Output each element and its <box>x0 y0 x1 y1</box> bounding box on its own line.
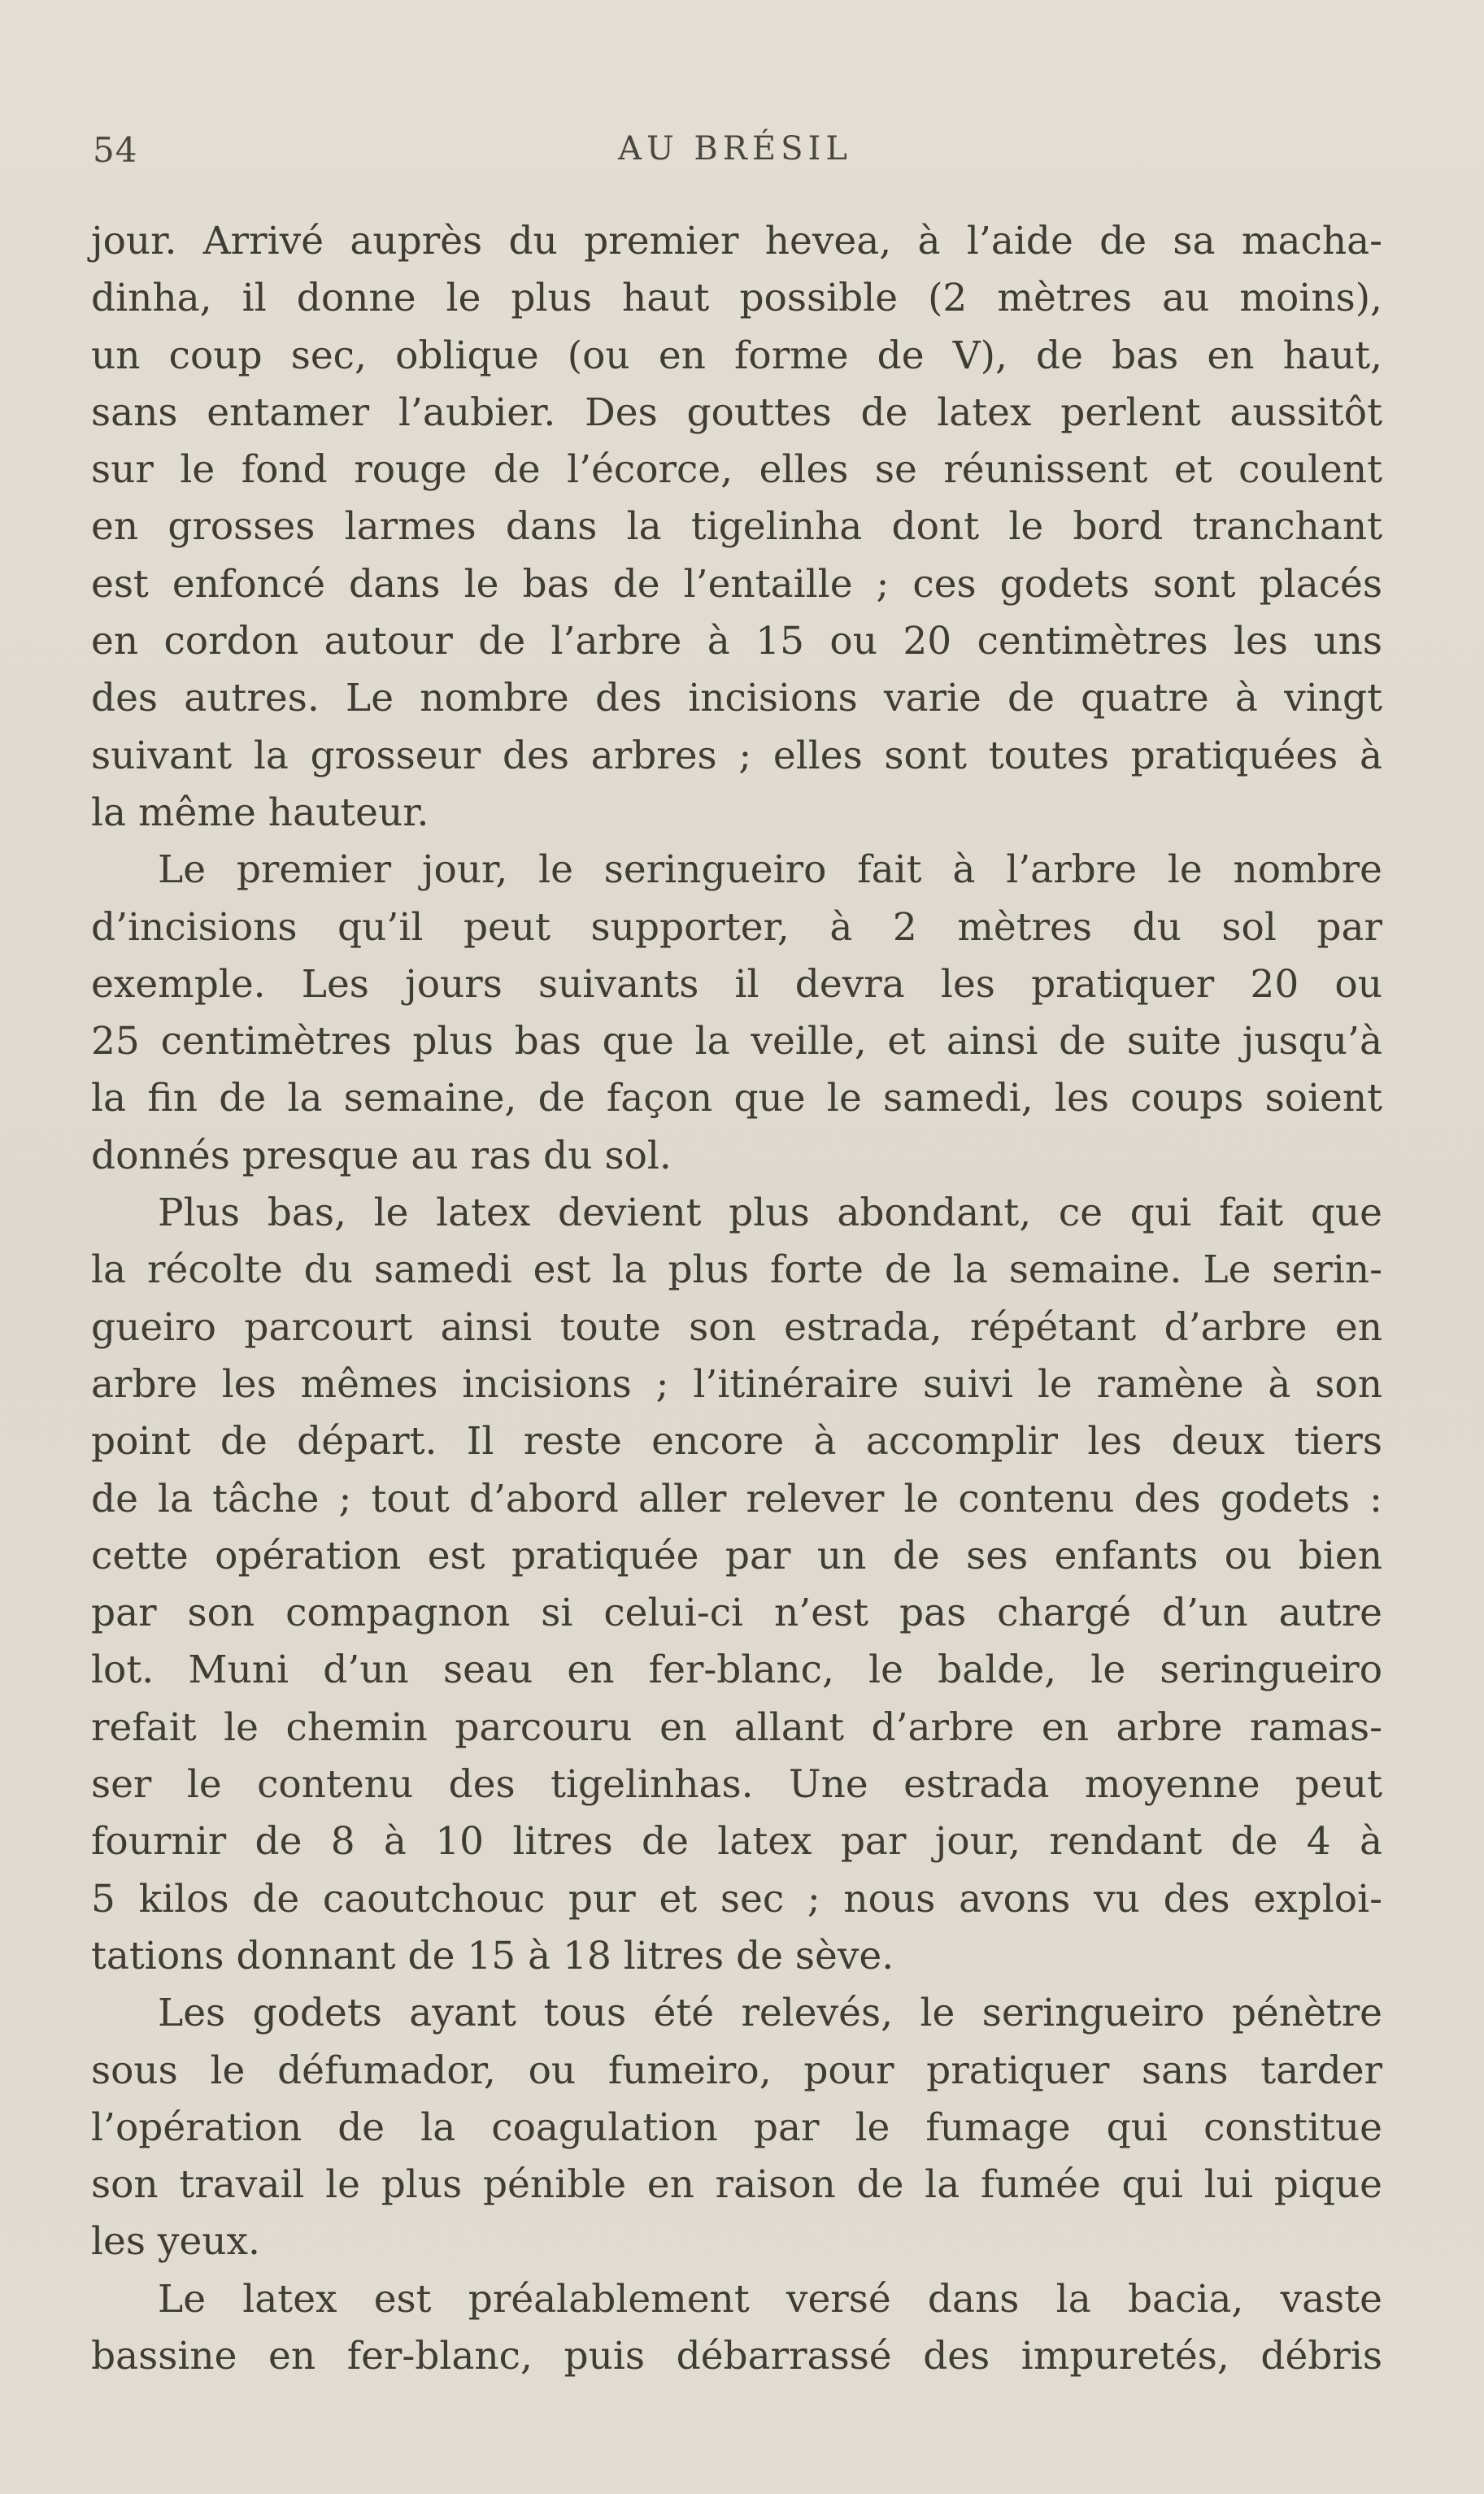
text-line: jour. Arrivé auprès du premier hevea, à l’aide de sa macha- <box>91 219 1382 263</box>
text-line: les yeux. <box>91 2219 260 2265</box>
text-line: sous le défumador, ou fumeiro, pour pratiquer sans tarder <box>91 2048 1382 2093</box>
text-line: par son compagnon si celui-ci n’est pas chargé d’un autre <box>91 1591 1382 1636</box>
text-line: exemple. Les jours suivants il devra les pratiquer 20 ou <box>91 961 1382 1007</box>
text-line: lot. Muni d’un seau en fer-blanc, le balde, le seringueiro <box>91 1647 1382 1693</box>
text-line: son travail le plus pénible en raison de la fumée qui lui pique <box>91 2162 1382 2208</box>
text-line: Plus bas, le latex devient plus abondant, ce qui fait que <box>158 1190 1382 1236</box>
text-line: la fin de la semaine, de façon que le samedi, les coups soient <box>91 1076 1382 1121</box>
text-line: Les godets ayant tous été relevés, le seringueiro pénètre <box>158 1991 1382 2036</box>
text-line: fournir de 8 à 10 litres de latex par jour, rendant de 4 à <box>91 1819 1382 1865</box>
text-line: un coup sec, oblique (ou en forme de V), de bas en haut, <box>91 333 1382 378</box>
text-line: la même hauteur. <box>91 790 429 835</box>
text-line: Le premier jour, le seringueiro fait à l’arbre le nombre <box>158 847 1382 893</box>
text-line: des autres. Le nombre des incisions varie de quatre à vingt <box>91 676 1382 721</box>
text-line: l’opération de la coagulation par le fumage qui constitue <box>91 2104 1382 2150</box>
page-number: 54 <box>93 130 138 170</box>
text-line: sur le fond rouge de l’écorce, elles se réunissent et coulent <box>91 447 1382 493</box>
body-text <box>91 213 1382 2385</box>
text-line: d’incisions qu’il peut supporter, à 2 mètres du sol par <box>91 904 1382 950</box>
text-line: dinha, il donne le plus haut possible (2 mètres au moins), <box>91 276 1382 321</box>
text-line: cette opération est pratiquée par un de ses enfants ou bien <box>91 1533 1382 1578</box>
running-head: AU BRÉSIL <box>618 130 852 168</box>
text-line: Le latex est préalablement versé dans la bacia, vaste <box>158 2276 1382 2322</box>
text-line: arbre les mêmes incisions ; l’itinéraire suivi le ramène à son <box>91 1361 1382 1407</box>
text-line: est enfoncé dans le bas de l’entaille ; ces godets sont placés <box>91 561 1382 607</box>
text-line: en grosses larmes dans la tigelinha dont le bord tranchant <box>91 504 1382 550</box>
text-line: en cordon autour de l’arbre à 15 ou 20 centimètres les uns <box>91 619 1382 664</box>
page-header <box>93 130 1377 179</box>
text-line: tations donnant de 15 à 18 litres de sève. <box>91 1933 894 1978</box>
text-line: gueiro parcourt ainsi toute son estrada, répétant d’arbre en <box>91 1304 1382 1350</box>
text-line: point de départ. Il reste encore à accomplir les deux tiers <box>91 1419 1382 1465</box>
text-line: ser le contenu des tigelinhas. Une estrada moyenne peut <box>91 1762 1382 1808</box>
text-line: suivant la grosseur des arbres ; elles sont toutes pratiquées à <box>91 733 1382 778</box>
text-line: sans entamer l’aubier. Des gouttes de latex perlent aussitôt <box>91 390 1382 435</box>
text-line: donnés presque au ras du sol. <box>91 1133 672 1178</box>
text-line: de la tâche ; tout d’abord aller relever le contenu des godets : <box>91 1476 1382 1521</box>
text-line: refait le chemin parcouru en allant d’arbre en arbre ramas- <box>91 1704 1382 1750</box>
text-line: bassine en fer-blanc, puis débarrassé des impuretés, débris <box>91 2333 1382 2379</box>
text-line: 5 kilos de caoutchouc pur et sec ; nous avons vu des exploi- <box>91 1876 1382 1922</box>
text-line: 25 centimètres plus bas que la veille, et ainsi de suite jusqu’à <box>91 1019 1382 1064</box>
text-line: la récolte du samedi est la plus forte de la semaine. Le serin- <box>91 1247 1382 1293</box>
